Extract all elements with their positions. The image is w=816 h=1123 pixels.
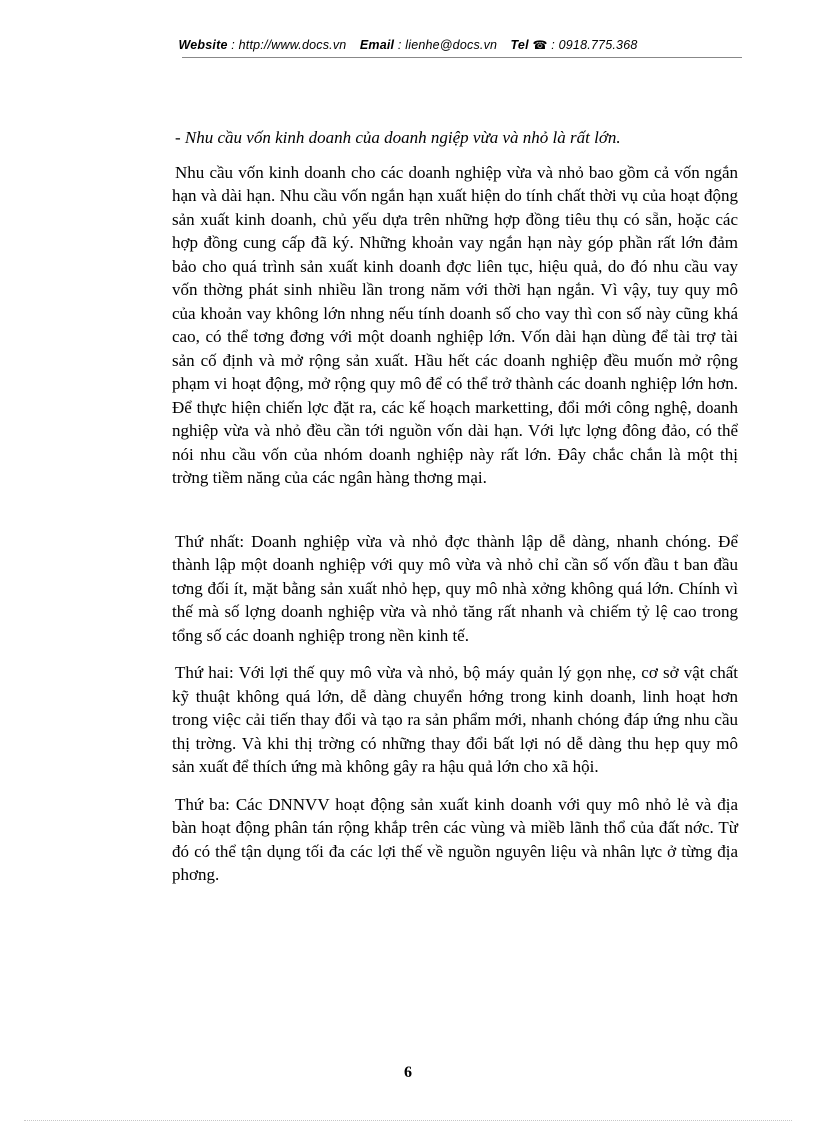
paragraph-third-advantage: Thứ ba: Các DNNVV hoạt động sản xuất kinh doanh với quy mô nhỏ lẻ và địa bàn hoạt động phân tán rộng khắp trên các vùng và miềb lãnh thổ của đất nớc. Từ đó có thể tận dụng tối đa các lợi thế về nguồn nguyên liệu và nhân lực ở từng địa phơng.	[172, 794, 738, 884]
paragraph-first-advantage: Thứ nhất: Doanh nghiệp vừa và nhỏ đợc thành lập dễ dàng, nhanh chóng. Để thành lập một doanh nghiệp với quy mô vừa và nhỏ chỉ cần số vốn đầu t ban đầu tơng đối ít, mặt bằng sản xuất nhỏ hẹp, quy mô nhà xởng không quá lớn. Chính vì thế mà số lợng doanh nghiệp vừa và nhỏ tăng rất nhanh và chiếm tỷ lệ cao trong tổng số các doanh nghiệp trong nền kinh tế.	[172, 531, 738, 645]
website-value: : http://www.docs.vn	[231, 38, 347, 52]
tel-label: Tel	[510, 38, 529, 52]
section-heading: - Nhu cầu vốn kinh doanh của doanh ngiệp vừa và nhỏ là rất lớn.	[175, 128, 621, 147]
website-label: Website	[178, 38, 228, 52]
email-value: : lienhe@docs.vn	[397, 38, 498, 52]
phone-icon: ☎	[532, 38, 548, 52]
tel-value: : 0918.775.368	[551, 38, 638, 52]
footer-divider	[24, 1120, 792, 1121]
paragraph-capital-demand: Nhu cầu vốn kinh doanh cho các doanh nghiệp vừa và nhỏ bao gồm cả vốn ngắn hạn và dài hạn. Nhu cầu vốn ngắn hạn xuất hiện do tính chất thời vụ của hoạt động sản xuất kinh doanh, chủ yếu dựa trên những hợp đồng tiêu thụ có sẵn, hoặc các hợp đồng cung cấp đã ký. Những khoản vay ngắn hạn này góp phần rất lớn đảm bảo cho quá trình sản xuất kinh doanh đợc liên tục, hiệu quả, do đó nhu cầu vay vốn thờng phát sinh nhiều lần trong năm với thời hạn ngắn. Vì vậy, tuy quy mô của khoản vay không lớn nhng nếu tính doanh số cho vay thì con số này cũng khá cao, có thể tơng đơng với một doanh nghiệp lớn. Vốn dài hạn dùng để tài trợ tài sản cố định và mở rộng sản xuất. Hầu hết các doanh nghiệp đều muốn mở rộng phạm vi hoạt động, mở rộng quy mô để có thể trở thành các doanh nghiệp lớn hơn. Để thực hiện chiến lợc đặt ra, các kế hoạch marketting, đổi mới công nghệ, doanh nghiệp vừa và nhỏ đều cần tới nguồn vốn dài hạn. Với lực lợng đông đảo, có thể nói nhu cầu vốn của nhóm doanh nghiệp này rất lớn. Đây chắc chắn là một thị trờng tiềm năng của các ngân hàng thơng mại.	[172, 162, 738, 487]
email-label: Email	[359, 38, 395, 52]
page-number: 6	[404, 1064, 412, 1081]
paragraph-second-advantage: Thứ hai: Với lợi thế quy mô vừa và nhỏ, bộ máy quản lý gọn nhẹ, cơ sở vật chất kỹ thuật không quá lớn, dễ dàng chuyển hớng trong kinh doanh, linh hoạt hơn trong việc cải tiến thay đổi và tạo ra sản phẩm mới, nhanh chóng đáp ứng nhu cầu thị trờng. Và khi thị trờng có những thay đổi bất lợi nó dễ dàng thu hẹp quy mô sản xuất để thích ứng mà không gây ra hậu quả lớn cho xã hội.	[172, 663, 738, 776]
document-body	[172, 126, 738, 887]
page-header	[0, 38, 816, 52]
header-divider	[182, 57, 742, 58]
